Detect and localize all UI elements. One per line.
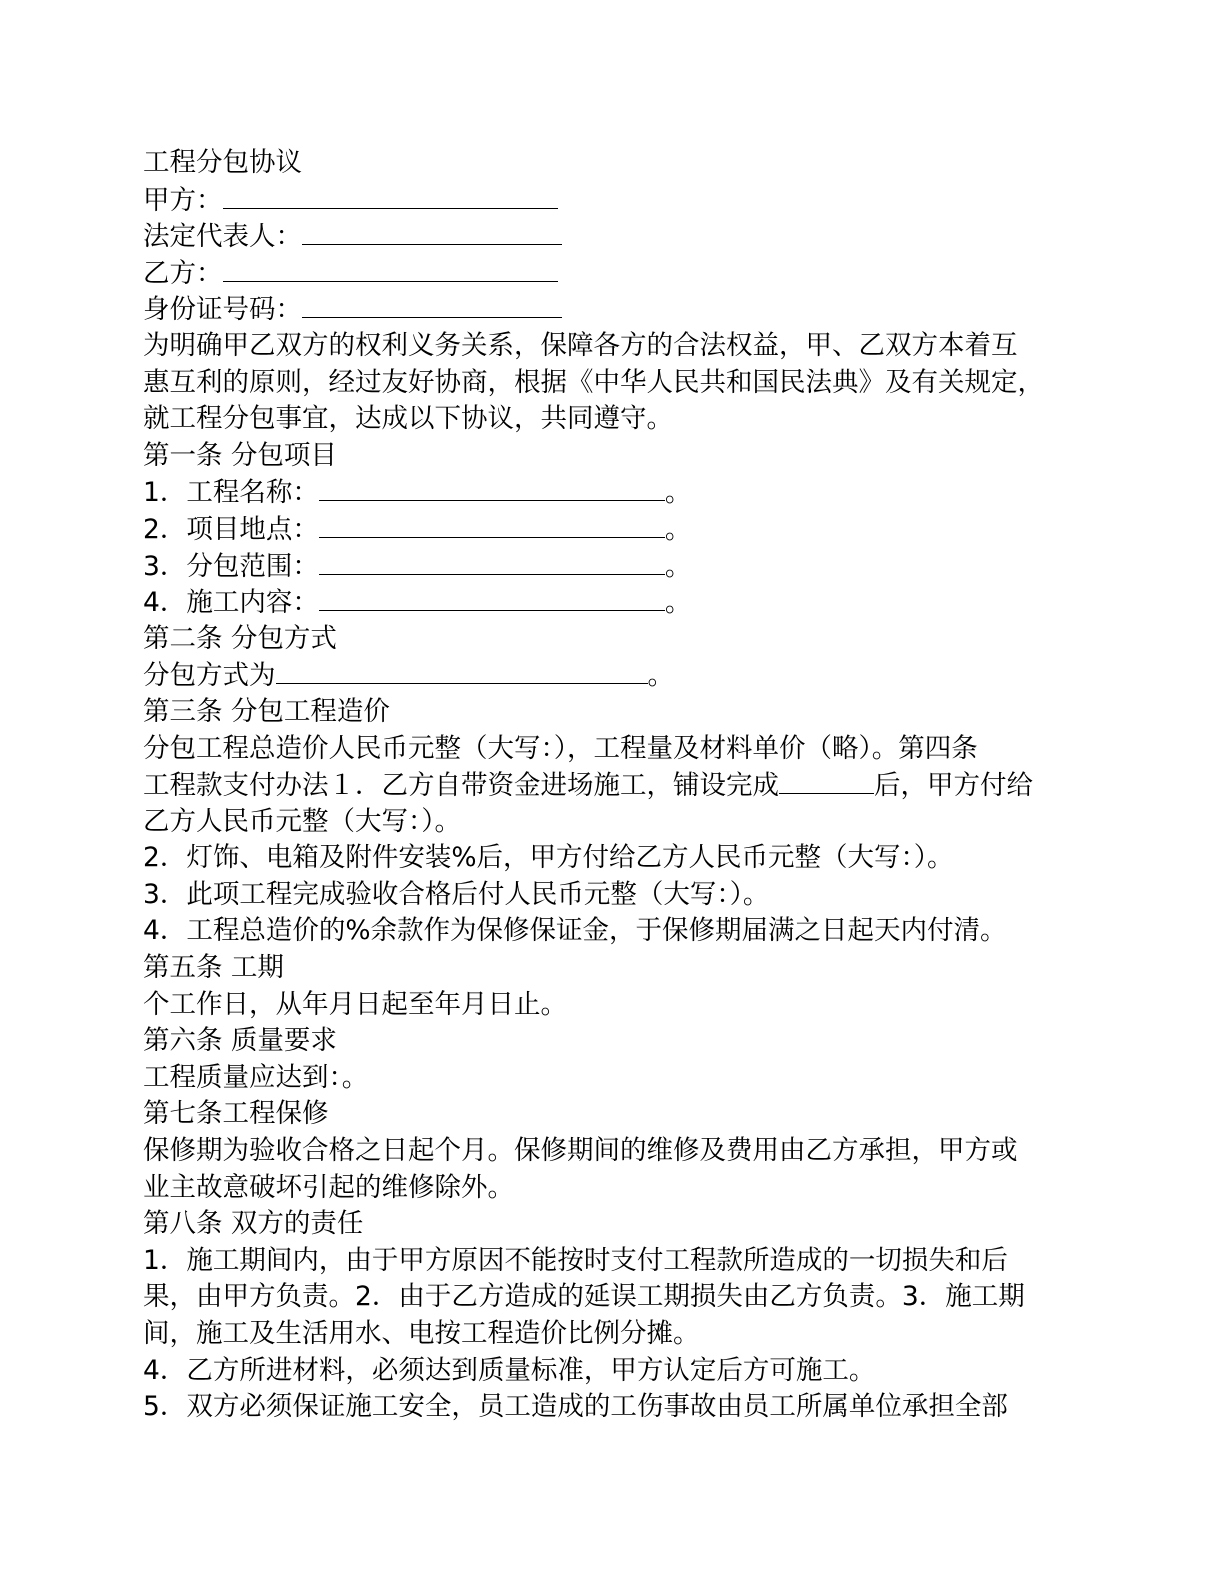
article-3-line: 分包工程总造价人民币元整（大写：），工程量及材料单价（略）。第四条 xyxy=(143,732,978,764)
item-end: 。 xyxy=(664,587,692,619)
article-3-line: 乙方人民币元整（大写：）。 xyxy=(143,805,461,837)
article-3-line: 3．此项工程完成验收合格后付人民币元整（大写：）。 xyxy=(143,878,770,910)
article-3-heading: 第三条 分包工程造价 xyxy=(143,695,390,727)
document-page xyxy=(143,145,1103,1426)
project-name-row xyxy=(143,474,1103,511)
legal-rep-label: 法定代表人： xyxy=(143,221,302,253)
party-a-row xyxy=(143,182,1103,219)
article-3-line: 2．灯饰、电箱及附件安装%后，甲方付给乙方人民币元整（大写：）。 xyxy=(143,842,954,874)
item-blank xyxy=(779,767,874,794)
project-location-row xyxy=(143,511,1103,548)
item-label: 1．工程名称： xyxy=(143,477,319,509)
party-b-blank xyxy=(223,255,558,282)
preamble-line: 惠互利的原则，经过友好协商，根据《中华人民共和国民法典》及有关规定， xyxy=(143,366,1044,398)
document-title: 工程分包协议 xyxy=(143,147,302,178)
article-8-heading: 第八条 双方的责任 xyxy=(143,1208,364,1240)
item-blank xyxy=(319,474,665,501)
item-label: 4．施工内容： xyxy=(143,587,319,619)
article-7-line: 保修期为验收合格之日起个月。保修期间的维修及费用由乙方承担，甲方或 xyxy=(143,1135,1018,1167)
party-a-blank xyxy=(223,182,558,209)
item-blank xyxy=(319,511,665,538)
subcontract-scope-row xyxy=(143,548,1103,585)
item-blank xyxy=(319,548,665,575)
article-8-line: 果，由甲方负责。2．由于乙方造成的延误工期损失由乙方负责。3．施工期 xyxy=(143,1281,1025,1313)
item-label: 2．项目地点： xyxy=(143,513,319,545)
article-5-heading: 第五条 工期 xyxy=(143,952,284,984)
item-label: 3．分包范围： xyxy=(143,550,319,582)
item-label: 分包方式为 xyxy=(143,660,276,692)
item-end: 。 xyxy=(664,550,692,582)
article-2-heading: 第二条 分包方式 xyxy=(143,622,337,654)
article-5-text: 个工作日，从年月日起至年月日止。 xyxy=(143,988,567,1020)
party-b-row xyxy=(143,255,1103,292)
article-1-heading: 第一条 分包项目 xyxy=(143,439,337,471)
legal-rep-blank xyxy=(302,218,562,245)
article-8-line: 4．乙方所进材料，必须达到质量标准，甲方认定后方可施工。 xyxy=(143,1354,876,1386)
id-number-row xyxy=(143,291,1103,328)
legal-rep-row xyxy=(143,218,1103,255)
subcontract-method-row xyxy=(143,657,1103,694)
construction-content-row xyxy=(143,584,1103,621)
item-end: 。 xyxy=(664,513,692,545)
party-b-label: 乙方： xyxy=(143,257,223,289)
id-number-blank xyxy=(302,291,562,318)
preamble-line: 就工程分包事宜，达成以下协议，共同遵守。 xyxy=(143,403,673,435)
preamble-line: 为明确甲乙双方的权利义务关系，保障各方的合法权益，甲、乙双方本着互 xyxy=(143,329,1018,361)
article-3-line xyxy=(143,767,1103,804)
item-end: 。 xyxy=(664,477,692,509)
id-number-label: 身份证号码： xyxy=(143,294,302,326)
article-3-line: 4．工程总造价的%余款作为保修保证金，于保修期届满之日起天内付清。 xyxy=(143,915,1007,947)
article-6-text: 工程质量应达到：。 xyxy=(143,1061,369,1093)
article-8-line: 5．双方必须保证施工安全，员工造成的工伤事故由员工所属单位承担全部 xyxy=(143,1391,1008,1423)
article-7-heading: 第七条工程保修 xyxy=(143,1098,329,1130)
party-a-label: 甲方： xyxy=(143,184,223,216)
line-text: 后，甲方付给 xyxy=(874,770,1033,802)
item-blank xyxy=(276,657,648,684)
article-7-line: 业主故意破坏引起的维修除外。 xyxy=(143,1171,514,1203)
article-6-heading: 第六条 质量要求 xyxy=(143,1025,337,1057)
item-blank xyxy=(319,584,665,611)
article-8-line: 1．施工期间内，由于甲方原因不能按时支付工程款所造成的一切损失和后 xyxy=(143,1244,1008,1276)
item-end: 。 xyxy=(647,660,674,692)
line-text: 工程款支付办法１．乙方自带资金进场施工，铺设完成 xyxy=(143,770,779,802)
article-8-line: 间，施工及生活用水、电按工程造价比例分摊。 xyxy=(143,1318,700,1349)
